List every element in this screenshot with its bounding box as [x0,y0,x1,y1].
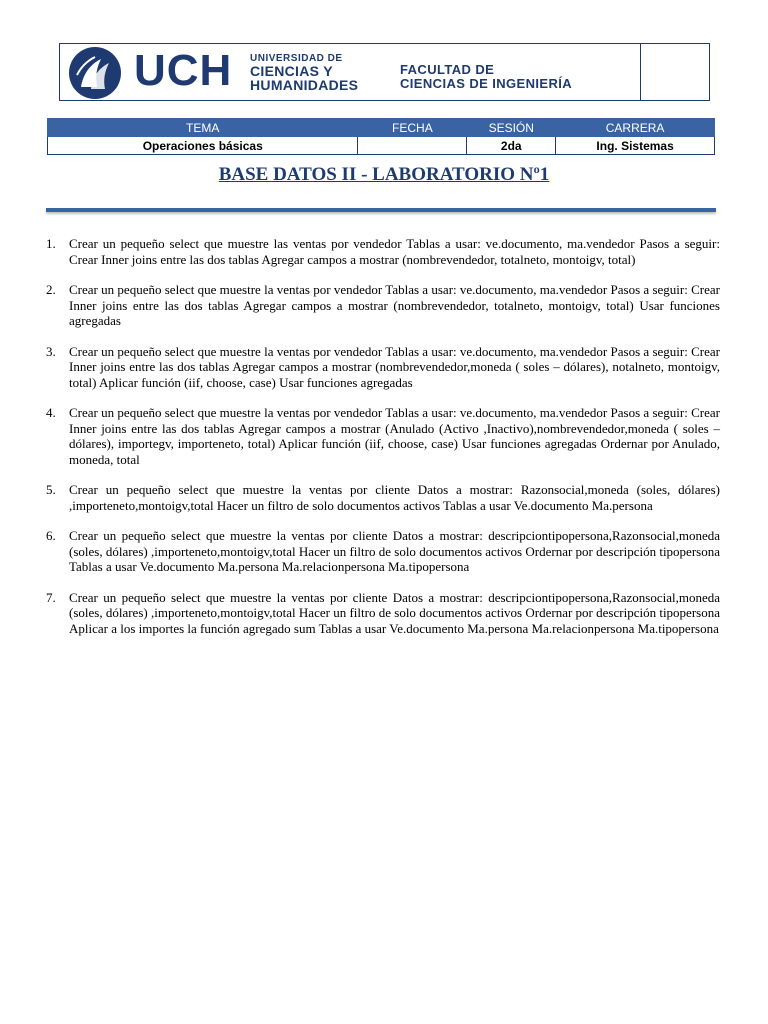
cell-sesion: 2da [467,137,556,155]
header-carrera: CARRERA [556,119,715,137]
university-line-1: UNIVERSIDAD DE [250,53,343,64]
faculty-line-2: CIENCIAS DE INGENIERÍA [400,76,573,91]
item-text: Crear un pequeño select que muestre la ventas por vendedor Tablas a usar: ve.documento, ma.vendedor Pasos a seguir: Crear Inner joins entre las dos tablas Agregar campos a mostrar (nombrevendedor, totalneto, montoigv, total) Usar funciones agregadas [69,282,720,328]
item-number: 1. [46,236,56,251]
list-item [46,528,720,575]
university-emblem-icon [67,45,123,101]
header-box [59,43,710,101]
info-table-row [48,137,715,155]
header-tema: TEMA [48,119,358,137]
cell-tema: Operaciones básicas [48,137,358,155]
list-item [46,590,720,637]
item-number: 3. [46,343,56,359]
list-item [46,482,720,513]
list-item [46,282,720,329]
item-number: 2. [46,282,56,297]
logo-cell [60,44,640,100]
header-fecha: FECHA [358,119,467,137]
logo-wordmark: UCH [134,46,233,95]
item-text: Crear un pequeño select que muestre la ventas por vendedor Tablas a usar: ve.documento, ma.vendedor Pasos a seguir: Crear Inner joins entre las dos tablas Agregar campos a mostrar (nombrevendedor,moneda ( soles – dólares), notalneto, montoigv, total) Aplicar función (iif, choose, case) Usar funciones agregadas [69,343,720,390]
item-number: 6. [46,528,56,543]
list-item [46,236,720,267]
item-text: Crear un pequeño select que muestre la ventas por cliente Datos a mostrar: descripciontipopersona,Razonsocial,moneda (soles, dólares) ,importeneto,montoigv,total Hacer un filtro de solo documentos activos Ordernar por descripción tipopersona Tablas a usar Ve.documento Ma.persona Ma.relacionpersona Ma.tipopersona [69,528,720,574]
item-number: 4. [46,405,56,420]
item-text: Crear un pequeño select que muestre la ventas por vendedor Tablas a usar: ve.documento, ma.vendedor Pasos a seguir: Crear Inner joins entre las dos tablas Agregar campos a mostrar (Anulado (Activo ,Inactivo),nombrevendedor,moneda ( soles – dólares), importegv, importeneto, total) Aplicar función (iif, choose, case) Usar funciones agregadas Ordernar por Anulado, moneda, total [69,405,720,467]
university-line-2: CIENCIAS Y [250,63,333,79]
item-number: 5. [46,482,56,497]
title-divider [46,208,716,212]
item-text: Crear un pequeño select que muestre la ventas por cliente Datos a mostrar: descripciontipopersona,Razonsocial,moneda (soles, dólares) ,importeneto,montoigv,total Hacer un filtro de solo documentos activos Ordernar por descripción tipopersona Aplicar a los importes la función agregado sum Tablas a usar Ve.documento Ma.persona Ma.relacionpersona Ma.tipopersona [69,589,720,636]
list-item [46,405,720,467]
info-table-header-row [48,119,715,137]
header-sesion: SESIÓN [467,119,556,137]
list-item [46,344,720,391]
university-line-3: HUMANIDADES [250,77,359,93]
university-name [250,53,358,92]
exercise-list [46,236,720,651]
item-text: Crear un pequeño select que muestre la ventas por cliente Datos a mostrar: Razonsocial,moneda (soles, dólares) ,importeneto,montoigv,total Hacer un filtro de solo documentos activos Tablas a usar Ve.documento Ma.persona [69,482,720,513]
cell-carrera: Ing. Sistemas [556,137,715,155]
faculty-line-1: FACULTAD DE [400,62,495,77]
faculty-name [400,63,572,91]
info-table [47,118,715,155]
header-empty-cell [640,44,709,100]
item-number: 7. [46,589,56,605]
page-title: BASE DATOS II - LABORATORIO Nº1 [218,164,550,185]
cell-fecha [358,137,467,155]
item-text: Crear un pequeño select que muestre las ventas por vendedor Tablas a usar: ve.documento, ma.vendedor Pasos a seguir: Crear Inner joins entre las dos tablas Agregar campos a mostrar (nombrevendedor, totalneto, montoigv, total) [69,236,720,267]
